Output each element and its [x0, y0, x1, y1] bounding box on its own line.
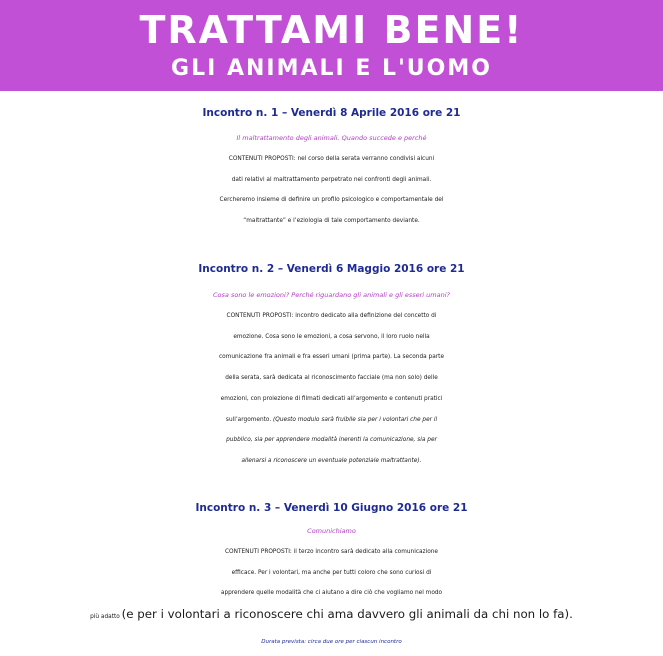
description-line: CONTENUTI PROPOSTI: nel corso della serata verranno condivisi alcuni	[228, 156, 435, 162]
event-2	[0, 256, 663, 472]
description-line: emozione. Cosa sono le emozioni, a cosa servono, il loro ruolo nella	[233, 333, 430, 340]
description-line: “maltrattante” e l’eziologia di tale comportamento deviante.	[243, 218, 420, 225]
description-line: comunicazione fra animali e fra esseri umani (prima parte). La seconda parte	[218, 354, 445, 361]
description-line	[0, 604, 663, 628]
description-line: emozioni, con proiezione di filmati dedicati all’argomento e contenuti pratici	[220, 395, 443, 402]
description-line: dati relativi al maltrattamento perpetrato nei confronti degli animali.	[231, 176, 432, 183]
description-note: (e per i volontari a riconoscere chi ama davvero gli animali da chi non lo fa).	[121, 607, 573, 622]
description-line: efficace. Per i volontari, ma anche per tutti coloro che sono curiosi di	[231, 569, 432, 576]
event-subtitle: Il maltrattamento degli animali. Quando succede e perché	[236, 134, 427, 142]
description-line: apprendere quelle modalità che ci aiutano a dire ciò che vogliamo nel modo	[220, 590, 443, 597]
description-line: Cercheremo insieme di definire un profilo psicologico e comportamentale del	[219, 197, 444, 204]
event-1	[0, 100, 663, 232]
header-banner	[0, 0, 663, 91]
event-description	[0, 306, 663, 472]
event-3	[0, 495, 663, 628]
event-description	[0, 542, 663, 628]
description-line: CONTENUTI PROPOSTI: incontro dedicato alla definizione del concetto di	[226, 313, 437, 319]
event-title: Incontro n. 1 – Venerdì 8 Aprile 2016 ore 21	[202, 107, 461, 119]
description-line: CONTENUTI PROPOSTI: il terzo incontro sarà dedicato alla comunicazione	[225, 549, 438, 555]
event-description	[0, 149, 663, 232]
description-note: (Questo modulo sarà fruibile sia per i volontari che per il	[271, 416, 438, 423]
event-title: Incontro n. 3 – Venerdì 10 Giugno 2016 ore 21	[195, 502, 468, 514]
page-title: TRATTAMI BENE!	[139, 8, 524, 52]
description-line	[0, 410, 663, 431]
description-text: più adatto	[90, 614, 122, 621]
description-note-line: pubblico, sia per apprendere modalità inerenti la comunicazione, sia per	[226, 437, 437, 444]
footer	[0, 632, 663, 652]
description-note-line: allenarsi a riconoscere un eventuale potenziale maltrattante).	[241, 457, 422, 464]
description-line: della serata, sarà dedicata al riconoscimento facciale (ma non solo) delle	[225, 375, 438, 382]
duration-note: Durata prevista: circa due ore per ciascun incontro	[261, 639, 402, 645]
event-title: Incontro n. 2 – Venerdì 6 Maggio 2016 ore 21	[198, 263, 465, 275]
event-subtitle: Comunichiamo	[307, 527, 356, 535]
description-text: sull’argomento.	[225, 416, 272, 423]
event-subtitle: Cosa sono le emozioni? Perché riguardano gli animali e gli esseri umani?	[213, 291, 450, 299]
page-subtitle: GLI ANIMALI E L'UOMO	[171, 56, 492, 81]
